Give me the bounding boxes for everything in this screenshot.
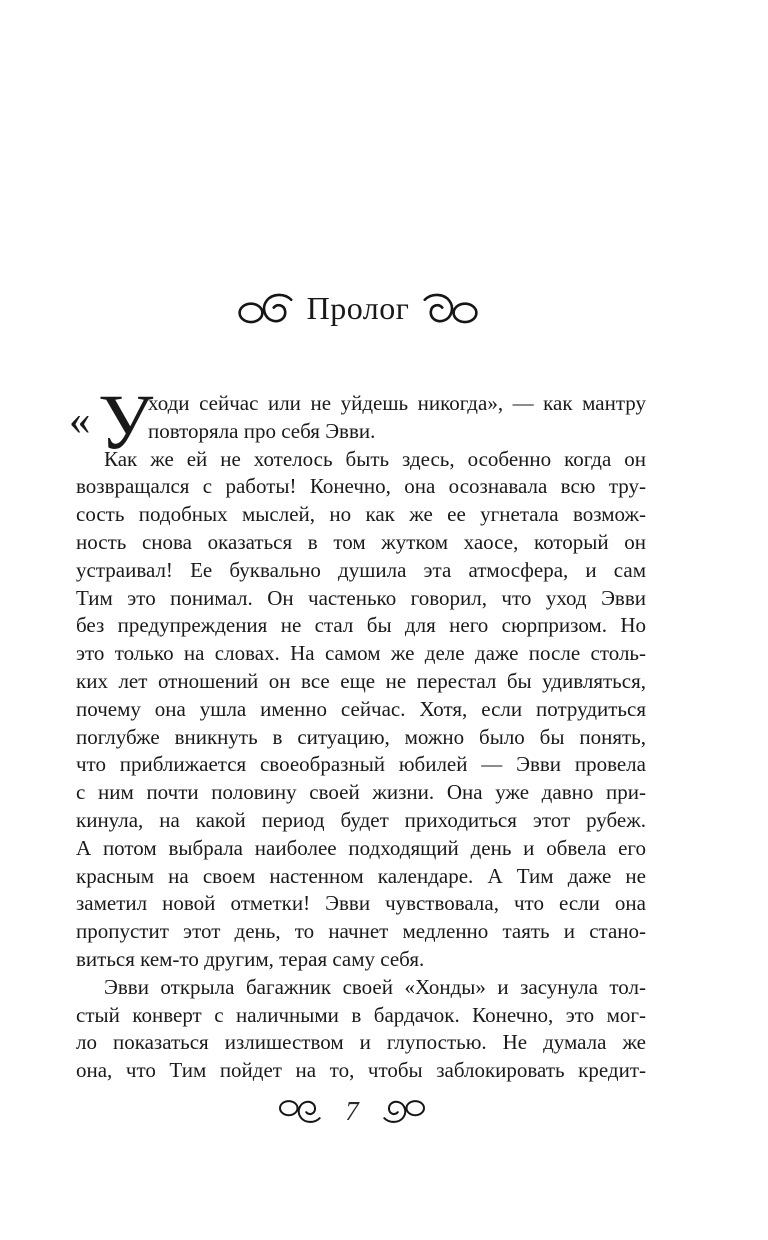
- text-line: виться кем-то другим, терая саму себя.: [76, 946, 425, 971]
- text-line: пропустит этот день, то начнет медленно таять и стано-: [76, 919, 646, 944]
- text-line: сость подобных мыслей, но как же ее угнетала возмож-: [76, 502, 646, 527]
- text-line: заметил новой отметки! Эвви чувствовала, что если она: [76, 891, 646, 916]
- text-line: А потом выбрала наиболее подходящий день и обвела его: [76, 835, 646, 860]
- text-line: ходи сейчас или не уйдешь никогда», — как мантру: [148, 391, 646, 415]
- text-line: Как же ей не хотелось быть здесь, особенно когда он: [104, 446, 646, 471]
- text-line: красным на своем настенном календаре. А Тим даже не: [76, 863, 646, 888]
- flourish-left-icon: [237, 291, 293, 326]
- drop-cap: У: [98, 378, 154, 465]
- text-line: ких лет отношений он все еще не перестал бы удивляться,: [76, 668, 646, 693]
- text-line: это только на словах. На самом же деле даже после столь-: [76, 641, 646, 666]
- opening-quote: «: [69, 397, 91, 444]
- text-line: устраивал! Ее буквально душила эта атмосфера, и сам: [76, 557, 646, 582]
- text-line: стый конверт с наличными в бардачок. Конечно, это мог-: [76, 1002, 646, 1027]
- text-line: Эвви открыла багажник своей «Хонды» и засунула тол-: [104, 974, 646, 999]
- paragraph: [76, 974, 646, 1085]
- body-text: [69, 378, 646, 1085]
- text-line: что приближается своеобразный юбилей — Эвви провела: [76, 752, 646, 777]
- text-line: Тим это понимал. Он частенько говорил, что уход Эвви: [76, 585, 646, 610]
- text-line: почему она ушла именно сейчас. Хотя, если потрудиться: [76, 696, 646, 721]
- text-line: поглубже вникнуть в ситуацию, можно было бы понять,: [76, 724, 646, 749]
- page-footer: [0, 1096, 704, 1126]
- text-line: повторяла про себя Эвви.: [148, 418, 376, 443]
- text-line: кинула, на какой период будет приходиться этот рубеж.: [76, 807, 646, 832]
- text-line: с ним почти половину своей жизни. Она уже давно при-: [76, 780, 646, 805]
- text-line: она, что Тим пойдет на то, чтобы заблокировать кредит-: [76, 1058, 646, 1083]
- page-number: 7: [345, 1096, 359, 1126]
- text-line: возвращался с работы! Конечно, она осознавала всю тру-: [76, 474, 646, 499]
- text-line: ло показаться излишеством и глупостью. Не думала же: [76, 1030, 646, 1055]
- chapter-header: [0, 289, 716, 327]
- flourish-footer-left-icon: [278, 1098, 321, 1125]
- chapter-title: Пролог: [306, 290, 410, 326]
- text-line: ность снова оказаться в том жутком хаосе, который он: [76, 529, 646, 554]
- flourish-footer-right-icon: [383, 1098, 426, 1125]
- flourish-right-icon: [423, 291, 479, 326]
- text-line: без предупреждения не стал бы для него сюрпризом. Но: [76, 613, 646, 638]
- paragraph: [76, 446, 646, 974]
